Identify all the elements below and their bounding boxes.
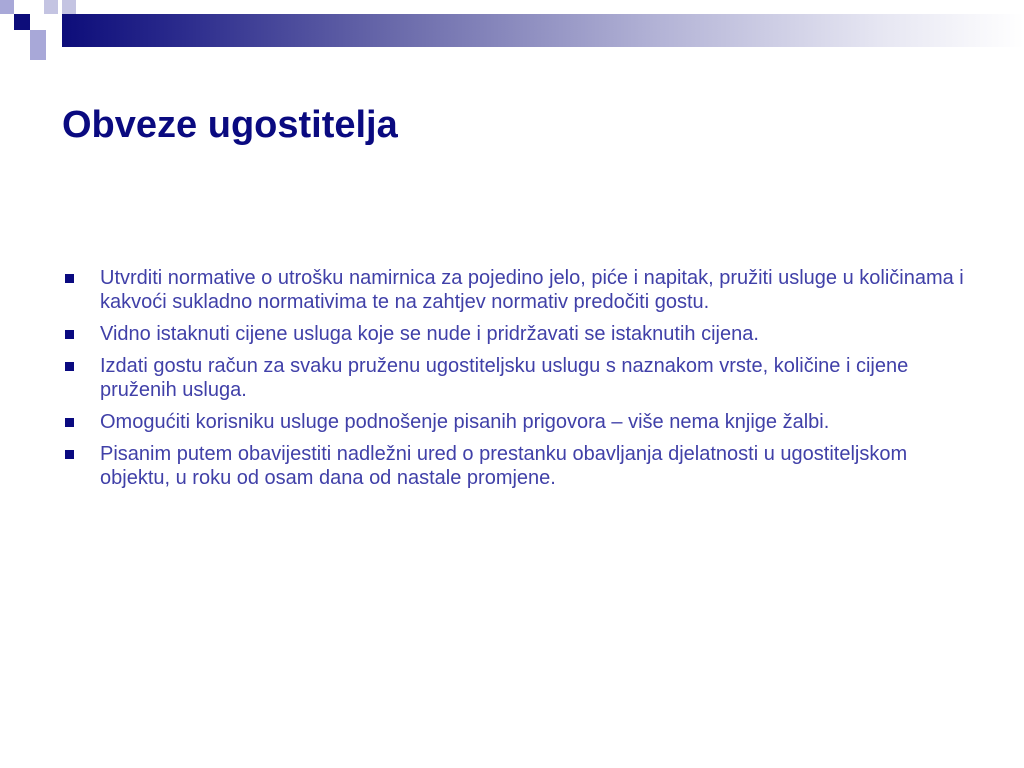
bullet-item [62, 442, 967, 490]
bullet-text: Utvrditi normative o utrošku namirnica za pojedino jelo, piće i napitak, pružiti usluge u količinama i kakvoći sukladno normativima te na zahtjev normativ predočiti gostu. [100, 267, 964, 313]
bullet-item [62, 322, 967, 346]
bullet-item [62, 354, 967, 402]
square-bullet-icon [65, 450, 74, 459]
bullet-list [62, 266, 967, 498]
square-bullet-icon [65, 362, 74, 371]
bullet-item [62, 410, 967, 434]
bullet-text: Vidno istaknuti cijene usluga koje se nude i pridržavati se istaknutih cijena. [100, 323, 759, 345]
deco-square [0, 0, 14, 14]
header-decoration [0, 0, 1024, 62]
slide-title: Obveze ugostitelja [62, 104, 398, 146]
square-bullet-icon [65, 274, 74, 283]
deco-square [44, 0, 58, 14]
bullet-text: Izdati gostu račun za svaku pruženu ugostiteljsku uslugu s naznakom vrste, količine i cijene pruženih usluga. [100, 355, 909, 401]
bullet-text: Pisanim putem obavijestiti nadležni ured o prestanku obavljanja djelatnosti u ugostiteljskom objektu, u roku od osam dana od nastale promjene. [100, 443, 908, 489]
deco-square [62, 0, 76, 14]
bullet-text: Omogućiti korisniku usluge podnošenje pisanih prigovora – više nema knjige žalbi. [100, 411, 830, 433]
deco-square [14, 14, 30, 30]
gradient-bar [62, 14, 1024, 47]
deco-square [30, 30, 46, 46]
square-bullet-icon [65, 418, 74, 427]
deco-square [30, 46, 46, 60]
bullet-item [62, 266, 967, 314]
square-bullet-icon [65, 330, 74, 339]
